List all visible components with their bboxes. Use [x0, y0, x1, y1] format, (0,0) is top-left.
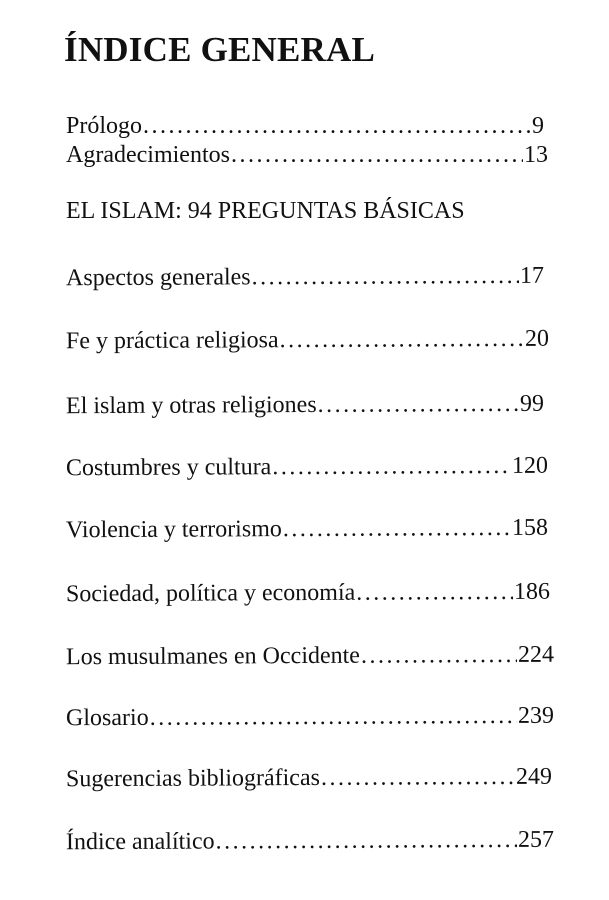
toc-entry-label: Aspectos generales	[65, 264, 251, 292]
toc-entry-page-number: 99	[519, 390, 545, 417]
toc-entry-page-number: 9	[532, 113, 544, 139]
toc-entry-indice-analitico	[66, 825, 554, 858]
dot-leader	[361, 640, 517, 671]
toc-entry-label: Índice analítico	[65, 828, 215, 856]
toc-entry-label: Prólogo	[66, 113, 143, 139]
toc-entry-prologo	[66, 111, 544, 141]
toc-entry-page-number: 186	[513, 578, 551, 605]
dot-leader	[283, 513, 511, 544]
toc-entry-agradecimientos	[66, 140, 548, 170]
page-title: ÍNDICE GENERAL	[64, 30, 376, 69]
toc-entry-sugerencias-bibliograficas	[66, 762, 552, 795]
toc-entry-violencia-y-terrorismo	[66, 513, 548, 546]
toc-entry-costumbres-y-cultura	[66, 451, 548, 484]
dot-leader	[216, 825, 518, 857]
toc-entry-islam-y-otras-religiones	[66, 389, 544, 422]
toc-entry-glosario	[66, 701, 554, 734]
toc-entry-page-number: 224	[517, 641, 555, 668]
toc-entry-label: Los musulmanes en Occidente	[65, 642, 360, 671]
toc-entry-page-number: 257	[517, 826, 555, 853]
toc-entry-page-number: 13	[524, 142, 548, 168]
section-heading: EL ISLAM: 94 PREGUNTAS BÁSICAS	[66, 198, 465, 224]
toc-entry-page-number: 120	[511, 452, 549, 479]
toc-entry-label: Agradecimientos	[66, 142, 230, 168]
dot-leader	[231, 140, 523, 170]
toc-entry-page-number: 249	[515, 763, 553, 790]
toc-entry-aspectos-generales	[66, 261, 544, 294]
dot-leader	[321, 762, 515, 793]
toc-entry-label: El islam y otras religiones	[65, 391, 317, 420]
toc-entry-label: Costumbres y cultura	[65, 454, 272, 482]
toc-entry-label: Glosario	[65, 704, 149, 732]
dot-leader	[143, 111, 531, 141]
dot-leader	[318, 389, 520, 420]
toc-entry-musulmanes-en-occidente	[66, 640, 554, 673]
toc-entry-fe-y-practica	[66, 324, 549, 357]
toc-entry-label: Sugerencias bibliográficas	[65, 764, 320, 793]
toc-entry-page-number: 239	[517, 702, 555, 729]
toc-entry-sociedad-politica-economia	[66, 577, 550, 610]
toc-entry-page-number: 158	[511, 514, 549, 541]
toc-entry-label: Fe y práctica religiosa	[65, 327, 279, 355]
toc-entry-page-number: 20	[524, 325, 550, 352]
dot-leader	[279, 324, 524, 355]
toc-entry-page-number: 17	[519, 262, 545, 289]
toc-entry-label: Violencia y terrorismo	[65, 516, 282, 544]
dot-leader	[356, 577, 513, 608]
dot-leader	[252, 261, 520, 292]
toc-entry-label: Sociedad, política y economía	[65, 579, 356, 608]
dot-leader	[150, 701, 517, 733]
dot-leader	[272, 451, 511, 482]
